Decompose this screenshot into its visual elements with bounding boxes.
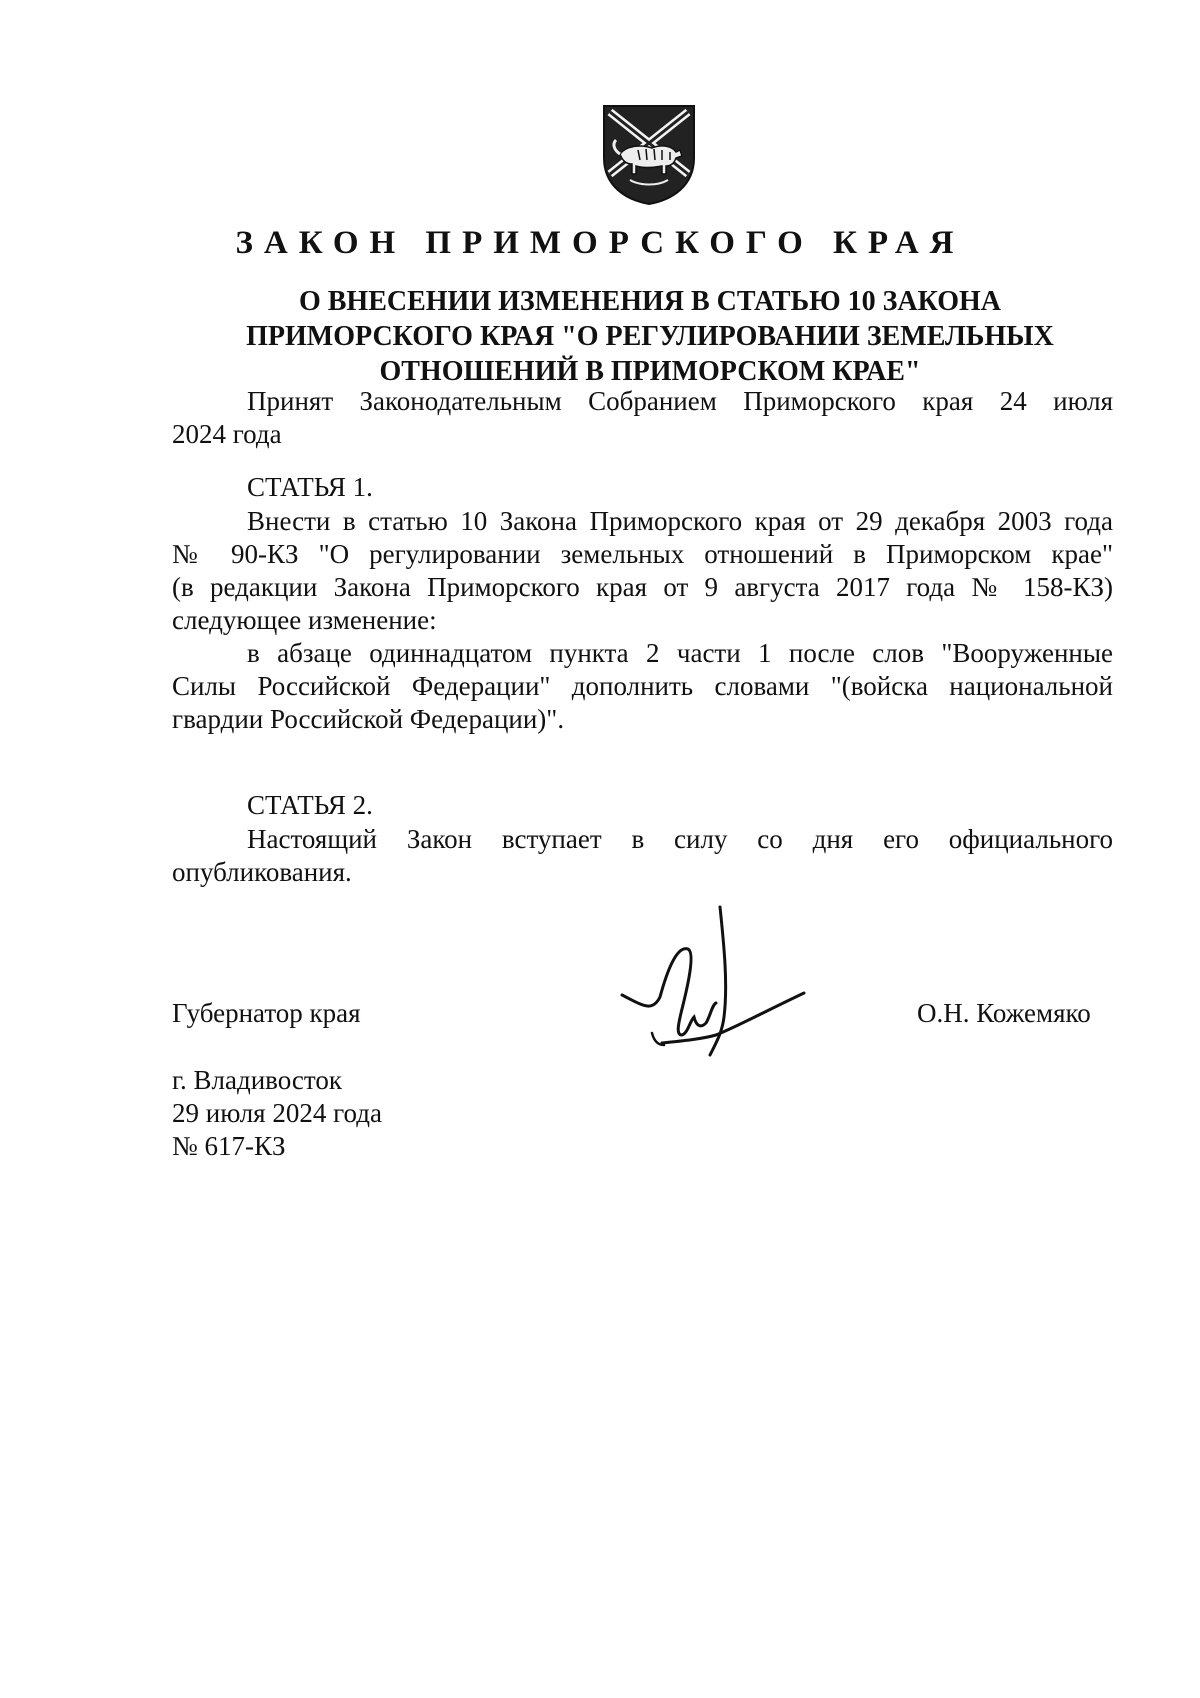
article-2-paragraph: [172, 823, 1113, 889]
law-number: № 617-КЗ: [172, 1131, 286, 1161]
article-1-paragraph-1: [172, 505, 1113, 637]
adoption-line: Принят Законодательным Собранием Приморского края 24 июля: [247, 386, 1113, 416]
law-title: ЗАКОН ПРИМОРСКОГО КРАЯ: [235, 225, 965, 261]
text-line: опубликования.: [172, 857, 352, 887]
text-line: Силы Российской Федерации" дополнить словами "(войска национальной: [172, 671, 1113, 701]
date: 29 июля 2024 года: [172, 1098, 382, 1128]
text-line: № 90-КЗ "О регулировании земельных отношений в Приморском крае": [172, 539, 1113, 569]
subtitle-line: ОТНОШЕНИЙ В ПРИМОРСКОМ КРАЕ": [379, 356, 921, 387]
adoption-statement: [172, 385, 1113, 451]
subtitle-line: О ВНЕСЕНИИ ИЗМЕНЕНИЯ В СТАТЬЮ 10 ЗАКОНА: [298, 286, 1002, 317]
place-date-number: [172, 1064, 382, 1163]
signer-name: О.Н. Кожемяко: [917, 998, 1091, 1028]
signer-role: Губернатор края: [172, 998, 361, 1028]
article-1-heading: СТАТЬЯ 1.: [247, 472, 373, 502]
text-line: Внести в статью 10 Закона Приморского края от 29 декабря 2003 года: [247, 506, 1113, 536]
article-1-paragraph-2: [172, 637, 1113, 736]
city: г. Владивосток: [172, 1065, 342, 1095]
text-line: следующее изменение:: [172, 605, 437, 635]
coat-of-arms-icon: [600, 104, 698, 206]
adoption-line: 2024 года: [172, 419, 282, 449]
text-line: гвардии Российской Федерации)".: [172, 704, 565, 734]
text-line: (в редакции Закона Приморского края от 9 августа 2017 года № 158-КЗ): [172, 572, 1113, 602]
subtitle-line: ПРИМОРСКОГО КРАЯ "О РЕГУЛИРОВАНИИ ЗЕМЕЛЬНЫХ: [246, 321, 1054, 352]
law-subtitle: [215, 284, 1085, 389]
text-line: Настоящий Закон вступает в силу со дня его официального: [247, 824, 1113, 854]
article-2-heading: СТАТЬЯ 2.: [247, 790, 373, 820]
handwritten-signature: [612, 905, 812, 1073]
text-line: в абзаце одиннадцатом пункта 2 части 1 после слов "Вооруженные: [247, 638, 1113, 668]
